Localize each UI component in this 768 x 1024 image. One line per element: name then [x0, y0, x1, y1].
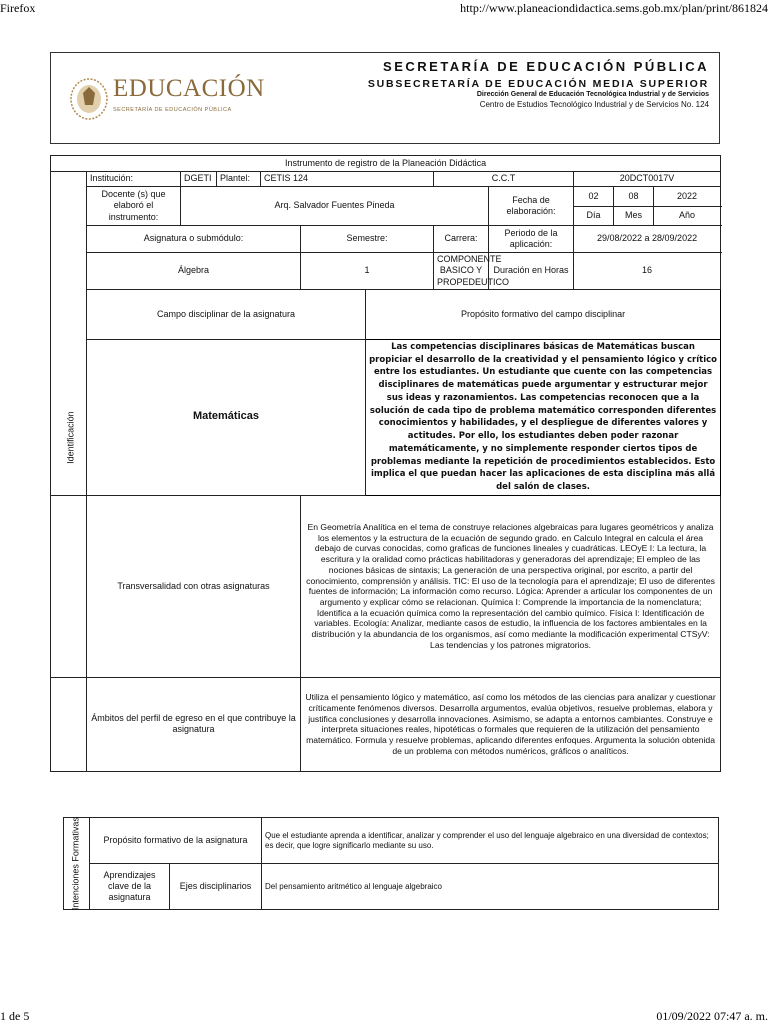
fecha-label: Fecha de elaboración:: [489, 187, 574, 226]
docente-label: Docente (s) que elaboró el instrumento:: [87, 187, 181, 226]
logo-subtext: SECRETARÍA DE EDUCACIÓN PÚBLICA: [113, 107, 232, 113]
duracion-value: 16: [574, 253, 721, 290]
ambitos-text: Utiliza el pensamiento lógico y matemático, así como los métodos de las ciencias para analizar y cuestionar críticamente fenómenos diversos. Desarrolla argumentos, evalúa objetivos, resuelve problemas, elabora y justifica conclusiones y desarrolla innovaciones. Asimismo, se adapta a entornos cambiantes. Construye e interpreta situaciones reales, hipotéticas o formales que requieren de la utilización del pensamiento matemático. Formula y resuelve problemas, aplicando diferentes enfoques. Argumenta la solución obtenida de un problema con métodos numéricos, gráficos o analíticos.: [301, 677, 721, 771]
aprendizajes-label: Aprendizajes clave de la asignatura: [90, 864, 170, 910]
plantel-value: CETIS 124: [261, 172, 434, 187]
centro-text: Centro de Estudios Tecnológico Industrial y de Servicios No. 124: [479, 100, 709, 109]
periodo-label: Periodo de la aplicación:: [489, 226, 574, 253]
proposito-campo-label: Propósito formativo del campo disciplinar: [366, 289, 721, 339]
carrera-value: COMPONENTE BASICO Y PROPEDEUTICO: [434, 253, 489, 290]
semestre-label: Semestre:: [301, 226, 434, 253]
anio-value: 2022: [654, 187, 721, 207]
form-title: Instrumento de registro de la Planeación Didáctica: [51, 156, 721, 172]
mes-label: Mes: [614, 207, 654, 226]
mes-value: 08: [614, 187, 654, 207]
ambitos-label: Ámbitos del perfil de egreso en el que contribuye la asignatura: [87, 677, 301, 771]
intenciones-side-cell: [64, 818, 90, 910]
identificacion-side-cell: [51, 172, 87, 496]
intenciones-label: Intenciones Formativas: [70, 817, 81, 911]
carrera-label: Carrera:: [434, 226, 489, 253]
dia-value: 02: [574, 187, 614, 207]
side-spacer-2: [51, 677, 87, 771]
browser-name: Firefox: [0, 1, 36, 15]
intenciones-table: [63, 817, 719, 910]
docente-value: Arq. Salvador Fuentes Pineda: [181, 187, 489, 226]
print-datetime: 01/09/2022 07:47 a. m.: [656, 1009, 768, 1023]
cct-value: 20DCT0017V: [574, 172, 721, 187]
page-url[interactable]: http://www.planeaciondidactica.sems.gob.mx/plan/print/861824: [460, 1, 768, 15]
campo-value: Matemáticas: [87, 339, 366, 495]
dia-label: Día: [574, 207, 614, 226]
plantel-label: Plantel:: [217, 172, 261, 187]
side-spacer: [51, 495, 87, 677]
duracion-label: Duración en Horas: [489, 253, 574, 290]
transversalidad-text: En Geometría Analítica en el tema de construye relaciones algebraicas para lugares geométricos y analiza los elementos y la estructura de la ecuación de segundo grado. en Calculo Integral en calcula el área debajo de curvas conocidas, como graficas de funciones lineales y cuadráticas. LEOyE I: La lectura, la escritura y la oralidad como prácticas habilitadoras y generadoras del aprendizaje; El empleo de las nociones básicas de sintaxis; La generación de una perspectiva original, por escrito, a partir del conocimiento, comprensión y análisis. TIC: El uso de la tecnología para el aprendizaje; El uso de diferentes fuentes de información; La información como recurso. Lógica: Aprender a articular los componentes de un argumento y explicar cómo se relacionan. Química I: Comprende la importancia de la nomenclatura; Identifica a la ecuación química como la representación del cambio químico. Física I: Identificación de variables. Ecología: Analizar, mediante casos de estudio, la influencia de los factores ambientales en la distribución y la abundancia de los organismos, así como mediante la modificación experimental CTSyV: Las tendencias y los patrones migratorios.: [301, 495, 721, 677]
campo-label: Campo disciplinar de la asignatura: [87, 289, 366, 339]
institucion-label: Institución:: [87, 172, 181, 187]
transversalidad-label: Transversalidad con otras asignaturas: [87, 495, 301, 677]
proposito-asignatura-text: Que el estudiante aprenda a identificar, analizar y comprender el uso del lenguaje algebraico en una diversidad de contextos; es decir, que logre significarlo mediante su uso.: [262, 818, 719, 864]
subsecretaria-title: SUBSECRETARÍA DE EDUCACIÓN MEDIA SUPERIOR: [367, 78, 709, 90]
mexico-seal-icon: [69, 75, 109, 121]
secretaria-title: SECRETARÍA DE EDUCACIÓN PÚBLICA: [383, 59, 709, 74]
education-logo: [69, 73, 265, 125]
proposito-campo-text: Las competencias disciplinares básicas de Matemáticas buscan propiciar el desarrollo de la creatividad y el pensamiento lógico y crítico entre los estudiantes. Un estudiante que cuente con las competencias disciplinares de matemáticas puede argumentar y estructurar mejor sus ideas y razonamientos. Las competencias reconocen que a la solución de cada tipo de problema matemático corresponden diferentes conocimientos y habilidades, y el despliegue de diferentes valores y actitudes. Por ello, los estudiantes deben poder razonar matemáticamente, y no simplemente responder ciertos tipos de problemas mediante la repetición de procedimientos establecidos. Esto implica el que puedan hacer las aplicaciones de esta disciplina más allá del salón de clases.: [366, 339, 721, 495]
logo-text: EDUCACIÓN: [113, 75, 265, 102]
identificacion-label: Identificación: [65, 411, 76, 464]
direccion-text: Dirección General de Educación Tecnológica Industrial y de Servicios: [476, 91, 709, 98]
ejes-value: Del pensamiento aritmético al lenguaje algebraico: [262, 864, 719, 910]
institution-header: [50, 52, 720, 144]
page-count: 1 de 5: [0, 1009, 30, 1023]
asignatura-label: Asignatura o submódulo:: [87, 226, 301, 253]
semestre-value: 1: [301, 253, 434, 290]
planning-table: [50, 155, 721, 772]
proposito-asignatura-label: Propósito formativo de la asignatura: [90, 818, 262, 864]
institucion-value: DGETI: [181, 172, 217, 187]
anio-label: Año: [654, 207, 721, 226]
cct-label: C.C.T: [434, 172, 574, 187]
periodo-value: 29/08/2022 a 28/09/2022: [574, 226, 721, 253]
asignatura-value: Álgebra: [87, 253, 301, 290]
ejes-label: Ejes disciplinarios: [170, 864, 262, 910]
